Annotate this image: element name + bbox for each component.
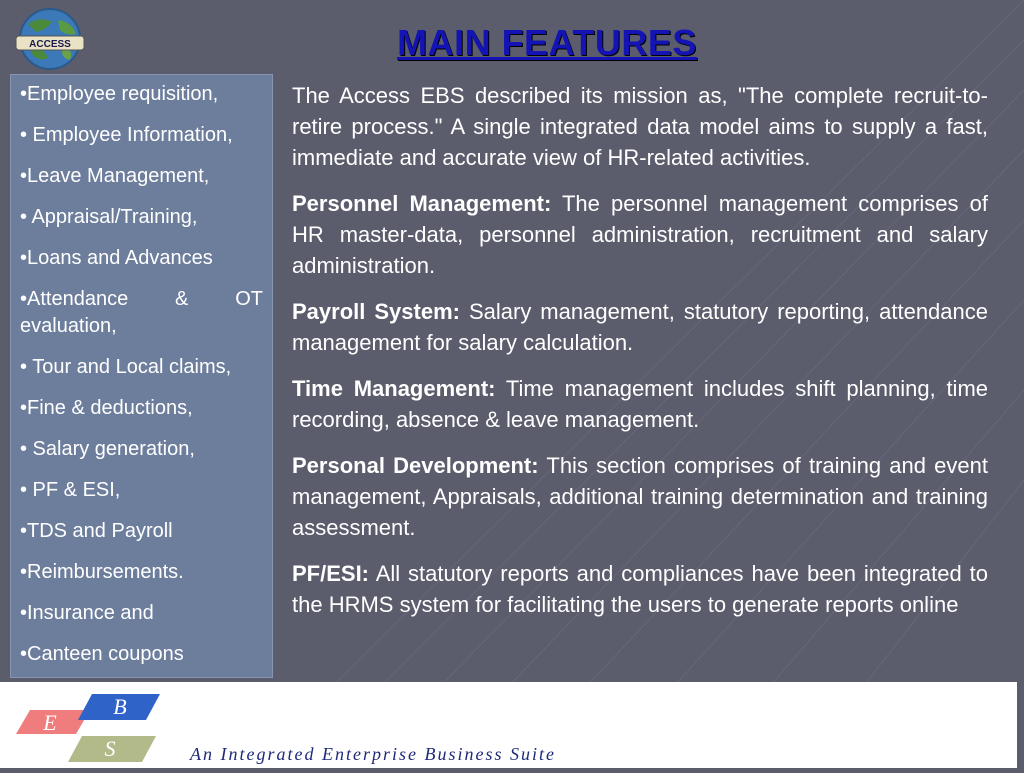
- footer-banner: [0, 682, 1017, 768]
- sidebar-item: •Leave Management,: [20, 165, 210, 187]
- logo-letter-e: E: [43, 710, 57, 735]
- logo-letter-s: S: [104, 736, 116, 761]
- section-body: The personnel management comprises of HR master-data, personnel administration, recruitment and salary administration.: [292, 191, 988, 278]
- page-title: MAIN FEATURES: [397, 22, 697, 63]
- sidebar-item: • Salary generation,: [20, 438, 195, 460]
- sidebar-item: •Employee requisition,: [20, 83, 219, 105]
- sidebar-item: •Loans and Advances: [20, 247, 213, 269]
- sidebar-item: • PF & ESI,: [20, 479, 121, 501]
- sidebar-item: • Employee Information,: [20, 124, 233, 146]
- intro-paragraph: The Access EBS described its mission as, "The complete recruit-to-retire process." A single integrated data model aims to supply a fast, immediate and accurate view of HR-related activities.: [292, 83, 988, 170]
- section-paragraph: [292, 450, 988, 543]
- section-body: All statutory reports and compliances have been integrated to the HRMS system for facilitating the users to generate reports online: [292, 561, 988, 617]
- section-heading: Time Management:: [292, 376, 496, 401]
- section-heading: Personal Development:: [292, 453, 539, 478]
- tagline: An Integrated Enterprise Business Suite: [190, 744, 556, 764]
- sidebar-item: • Appraisal/Training,: [20, 206, 198, 228]
- section-paragraph: [292, 558, 988, 620]
- section-body: This section comprises of training and event management, Appraisals, additional training determination and training assessment.: [292, 453, 989, 540]
- section-heading: PF/ESI:: [292, 561, 370, 586]
- sidebar-item: •Canteen coupons: [20, 643, 184, 665]
- ebs-logo: [10, 688, 170, 768]
- sidebar-item: •Insurance and: [20, 602, 154, 624]
- sidebar-item: •Attendance & OT evaluation,: [20, 288, 263, 337]
- section-heading: Personnel Management:: [292, 191, 552, 216]
- features-sidebar: [10, 74, 273, 678]
- sidebar-item: •TDS and Payroll: [20, 520, 173, 542]
- section-paragraph: [292, 188, 988, 281]
- section-paragraph: [292, 373, 988, 435]
- main-content: [292, 80, 988, 635]
- svg-text:ACCESS: ACCESS: [29, 39, 71, 50]
- sidebar-item: • Tour and Local claims,: [20, 356, 232, 378]
- section-body: Time management includes shift planning, time recording, absence & leave management.: [292, 376, 989, 432]
- logo-letter-b: B: [113, 694, 127, 719]
- sidebar-item: •Reimbursements.: [20, 561, 184, 583]
- section-paragraph: [292, 296, 988, 358]
- section-heading: Payroll System:: [292, 299, 460, 324]
- section-body: Salary management, statutory reporting, attendance management for salary calculation.: [292, 299, 988, 355]
- sidebar-item: •Fine & deductions,: [20, 397, 193, 419]
